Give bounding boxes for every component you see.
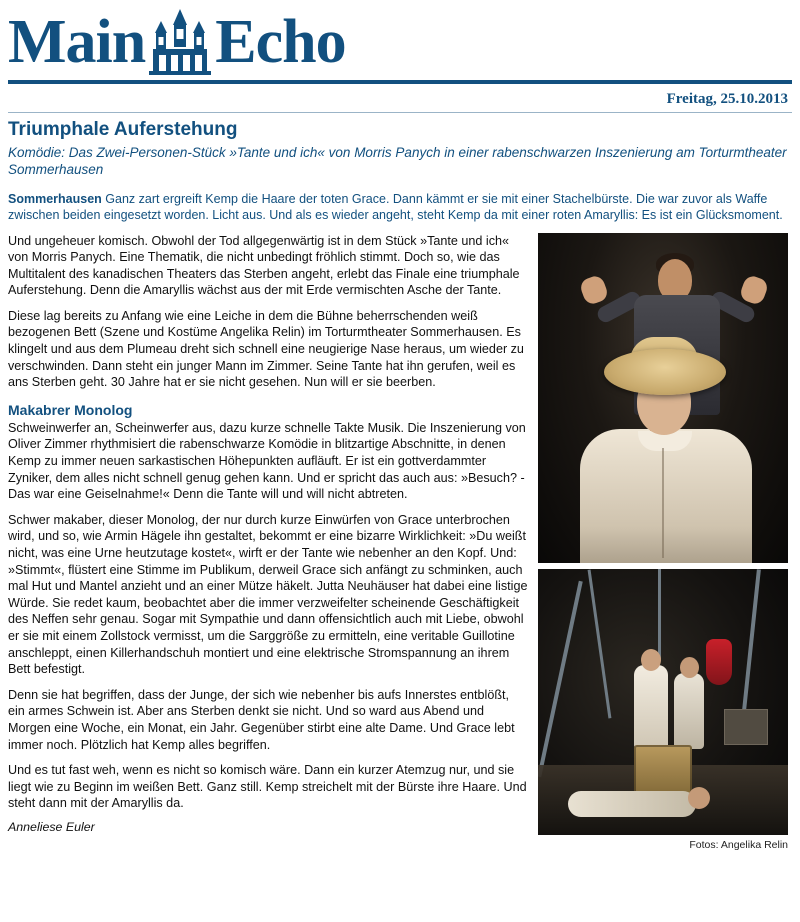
article-text-column	[8, 233, 528, 834]
dateline-place: Sommerhausen	[8, 191, 102, 206]
body-paragraph: Und es tut fast weh, wenn es nicht so komisch wäre. Dann ein kurzer Atemzug nur, und sie liegt wie zu Beginn im weißen Bett. Ganz still. Kemp streichelt mit der Bürste ihre Haare. Und steht dann mit der Amaryllis da.	[8, 763, 527, 811]
article-byline: Anneliese Euler	[8, 819, 95, 834]
article-body-and-media	[8, 233, 792, 851]
body-paragraph: Und ungeheuer komisch. Obwohl der Tod allgegenwärtig ist in dem Stück »Tante und ich« von Morris Panych. Eine Thematik, die nicht unbedingt fröhlich stimmt. Doch so, wie das Multitalent des kanadischen Theaters das Sterben angeht, erlebt das Finale eine triumphale Auferstehung. Denn die Amaryllis wächst aus der mit Erde vermischten Asche der Tante.	[8, 233, 520, 298]
masthead	[8, 0, 792, 84]
article-media-column	[538, 233, 788, 851]
body-paragraph: Schwer makaber, dieser Monolog, der nur durch kurze Einwürfen von Grace unterbrochen wird, und so, wie Armin Hägele ihn gestaltet, bekommt er eine bizarre Wirklichkeit: »Du weißt nicht, was eine Urne heutzutage kostet«, wirft er der Tante wie nebenher an den Kopf. Und: »Stimmt«, flüstert eine Stimme im Publikum, derweil Grace sich anfängt zu schminken, auch mal Hut und Mantel anzieht und an einer Mütze häkelt. Jutta Neuhäuser hat dabei eine listige Würde. Sie redet kaum, beobachtet aber die immer verzweifelter scheinende Geschäftigkeit des Neffen sehr genau. Sogar mit Sympathie und dann offensichtlich auch mit Liebe, obwohl er sie mit einem Zollstock vermisst, um die Sarggröße zu ermitteln, eine veritable Guillotine anschleppt, einen Killerhandschuh montiert und eine elektrische Stromspannung an ihrem Bett befestigt.	[8, 512, 528, 677]
article-lead	[8, 191, 792, 224]
masthead-logo	[8, 6, 792, 78]
article-headline: Triumphale Auferstehung	[8, 119, 238, 140]
body-paragraph: Diese lag bereits zu Anfang wie eine Leiche in dem die Bühne beherrschenden weiß bezogenen Bett (Szene und Kostüme Angelika Relin) im Torturmtheater Sommerhausen. Es klingelt und aus dem Plumeau dreht sich schnell eine neugierige Nase heraus, um wieder zu verschwinden. Dann steht ein junger Mann im Zimmer. Seine Tante hat ihn gerufen, weil es ans Sterben geht. 30 Jahre hat er sie nicht gesehen. Nun will er sie beerben.	[8, 308, 524, 390]
stage-photo-scene-with-ladder	[538, 569, 788, 835]
masthead-rule	[8, 80, 792, 84]
photo-credit: Fotos: Angelika Relin	[689, 838, 788, 851]
body-paragraph: Denn sie hat begriffen, dass der Junge, der sich wie nebenher bis aufs Innerstes entblößt, ein armes Schwein ist. Aber ans Sterben denkt sie nicht. Und so ward aus Abend und Morgen eine Woche, ein Monat, ein Jahr. Gegenüber stirbt eine alte Dame. Und Grace lebt immer noch. Plötzlich hat Kemp alles begriffen.	[8, 687, 515, 752]
body-paragraph: Schweinwerfer an, Scheinwerfer aus, dazu kurze schnelle Takte Musik. Die Inszenierung von Oliver Zimmer rhythmisiert die rabenschwarze Komödie in blitzartige Abschnitte, in denen Kemp zu immer neuen sarkastischen Höhepunkten aufläuft. Er ist ein gottverdammter Zyniker, dem alles nicht schnell genug gehen kann. Und er spricht das auch aus: »Besuch? - Das war eine Geiselnahme!« Denn die Tante will und will nicht abtreten.	[8, 420, 526, 502]
header-divider	[8, 112, 792, 113]
section-heading: Makabrer Monolog	[8, 401, 133, 418]
church-tower-icon	[149, 9, 211, 75]
logo-main-text: Main	[8, 8, 146, 76]
article-subheadline: Komödie: Das Zwei-Personen-Stück »Tante und ich« von Morris Panych in einer rabenschwarzen Inszenierung am Torturmtheater Sommerhausen	[8, 145, 787, 177]
publication-date: Freitag, 25.10.2013	[666, 91, 788, 107]
lead-text: Ganz zart ergreift Kemp die Haare der toten Grace. Dann kämmt er sie mit einer Stachelbürste. Die war zuvor als Waffe zwischen beiden eingesetzt worden. Licht aus. Und als es wieder angeht, steht Kemp da mit einer roten Amaryllis: Es ist ein Glücksmoment.	[8, 191, 783, 222]
stage-photo-actor-and-actress	[538, 233, 788, 563]
logo-echo-text: Echo	[215, 8, 346, 76]
